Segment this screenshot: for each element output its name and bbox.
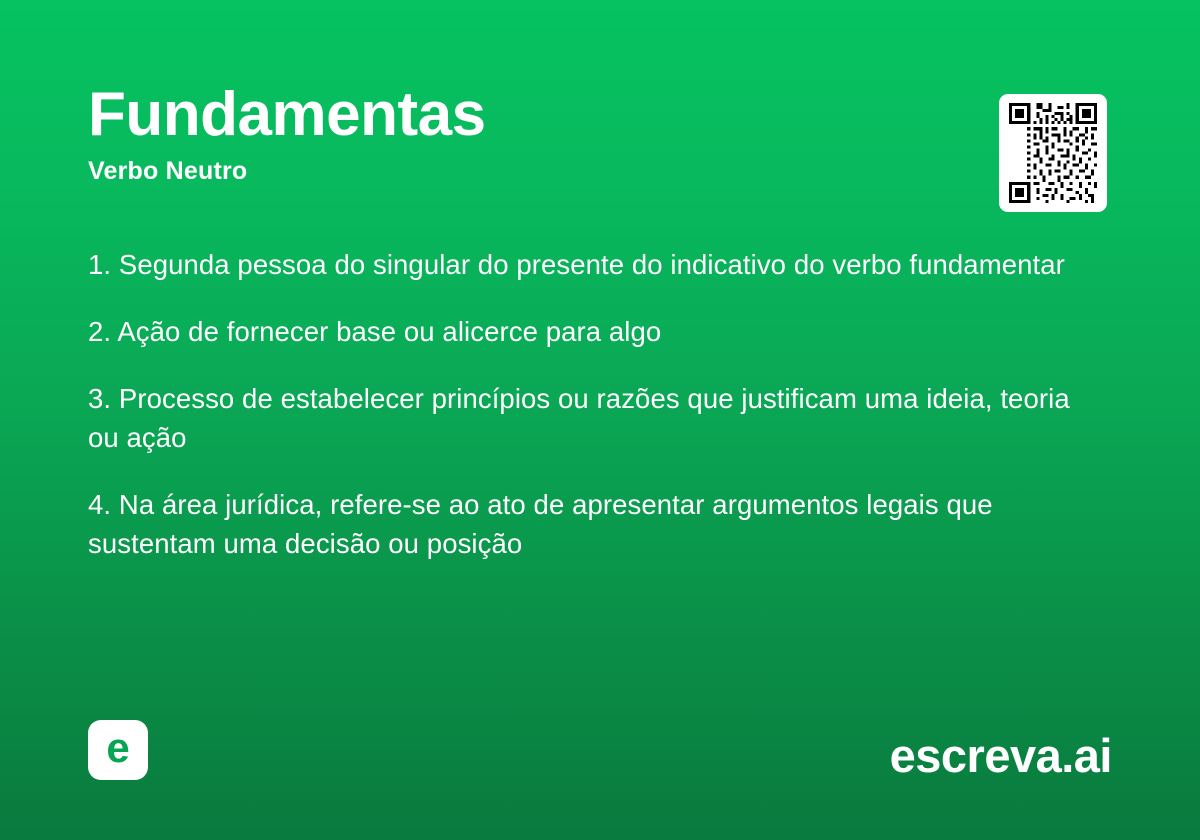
logo-icon [88, 720, 148, 780]
logo-letter: e [106, 724, 130, 771]
card-header [88, 82, 968, 186]
brand-wordmark: escreva.ai [889, 729, 1112, 782]
list-item: 4. Na área jurídica, refere-se ao ato de apresentar argumentos legais que sustentam uma decisão ou posição [88, 489, 993, 560]
qr-code-icon[interactable] [999, 94, 1107, 212]
qr-code-graphic [1009, 103, 1097, 203]
word-class-subtitle: Verbo Neutro [88, 157, 248, 186]
list-item: 2. Ação de fornecer base ou alicerce para algo [88, 316, 662, 348]
list-item: 3. Processo de estabelecer princípios ou razões que justificam uma ideia, teoria ou ação [88, 383, 1070, 454]
definitions-list [88, 245, 1088, 563]
page-title: Fundamentas [88, 80, 486, 149]
list-item: 1. Segunda pessoa do singular do presente do indicativo do verbo fundamentar [88, 249, 1065, 280]
